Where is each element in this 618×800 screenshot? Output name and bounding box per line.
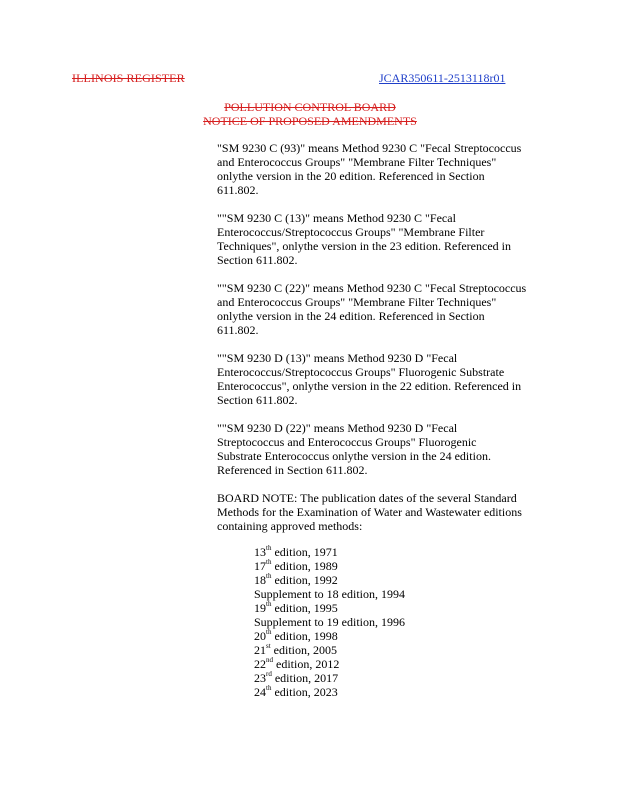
edition-item	[254, 629, 405, 643]
edition-list	[254, 545, 405, 699]
paragraph-line: Streptococcus and Enterococcus Groups" Fluorogenic	[217, 435, 477, 449]
paragraph-line: ""SM 9230 C (13)" means Method 9230 C "Fecal	[217, 211, 456, 225]
edition-text: Supplement to 19 edition, 1996	[254, 615, 405, 629]
paragraph-line: ""SM 9230 C (22)" means Method 9230 C "Fecal Streptococcus	[217, 281, 527, 295]
paragraph-line: Substrate Enterococcus onlythe version in the 24 edition.	[217, 449, 491, 463]
edition-suffix: th	[266, 684, 272, 692]
board-note-line: containing approved methods:	[217, 519, 363, 533]
definition-paragraph	[217, 141, 557, 197]
edition-suffix: th	[266, 572, 272, 580]
paragraph-line: "SM 9230 C (93)" means Method 9230 C "Fecal Streptococcus	[217, 141, 522, 155]
edition-number: 22	[254, 657, 266, 671]
edition-suffix: rd	[266, 670, 272, 678]
board-note	[217, 491, 557, 533]
board-note-line: BOARD NOTE: The publication dates of the several Standard	[217, 491, 517, 505]
definition-paragraph	[217, 281, 557, 337]
edition-text: Supplement to 18 edition, 1994	[254, 587, 405, 601]
edition-number: 21	[254, 643, 266, 657]
paragraph-line: 611.802.	[217, 183, 259, 197]
edition-item	[254, 685, 405, 699]
paragraph-line: Section 611.802.	[217, 253, 298, 267]
paragraph-line: Techniques", onlythe version in the 23 edition. Referenced in	[217, 239, 511, 253]
paragraph-line: onlythe version in the 20 edition. Referenced in Section	[217, 169, 485, 183]
header-register-title: ILLINOIS REGISTER	[72, 71, 185, 85]
edition-suffix: nd	[266, 656, 273, 664]
edition-text: edition, 2005	[270, 643, 337, 657]
edition-number: 24	[254, 685, 266, 699]
edition-number: 19	[254, 601, 266, 615]
edition-item	[254, 671, 405, 685]
paragraph-line: ""SM 9230 D (13)" means Method 9230 D "Fecal	[217, 351, 458, 365]
edition-suffix: st	[266, 642, 271, 650]
paragraph-line: ""SM 9230 D (22)" means Method 9230 D "Fecal	[217, 421, 458, 435]
edition-item	[254, 657, 405, 671]
board-note-line: Methods for the Examination of Water and Wastewater editions	[217, 505, 522, 519]
paragraph-line: 611.802.	[217, 323, 259, 337]
paragraph-line: Enterococcus/Streptococcus Groups" "Membrane Filter	[217, 225, 485, 239]
edition-item	[254, 587, 405, 601]
edition-text: edition, 2023	[271, 685, 338, 699]
edition-item	[254, 573, 405, 587]
paragraph-line: and Enterococcus Groups" "Membrane Filter Techniques"	[217, 295, 497, 309]
definition-paragraph	[217, 211, 557, 267]
edition-number: 17	[254, 559, 266, 573]
agency-name: POLLUTION CONTROL BOARD	[224, 100, 396, 114]
notice-title: NOTICE OF PROPOSED AMENDMENTS	[203, 114, 417, 128]
edition-text: edition, 1995	[271, 601, 338, 615]
paragraph-line: onlythe version in the 24 edition. Referenced in Section	[217, 309, 485, 323]
edition-number: 13	[254, 545, 266, 559]
edition-text: edition, 2017	[271, 671, 339, 685]
edition-number: 20	[254, 629, 266, 643]
paragraph-line: Section 611.802.	[217, 393, 298, 407]
edition-suffix: th	[266, 544, 272, 552]
edition-item	[254, 615, 405, 629]
edition-item	[254, 643, 405, 657]
edition-text: edition, 1992	[271, 573, 338, 587]
edition-suffix: th	[266, 628, 272, 636]
edition-text: edition, 2012	[273, 657, 340, 671]
header-document-id: JCAR350611-2513118r01	[379, 71, 506, 85]
edition-item	[254, 559, 405, 573]
edition-number: 18	[254, 573, 266, 587]
edition-suffix: th	[266, 600, 272, 608]
edition-text: edition, 1989	[271, 559, 338, 573]
edition-item	[254, 601, 405, 615]
definition-paragraph	[217, 351, 557, 407]
edition-item	[254, 545, 405, 559]
edition-suffix: th	[266, 558, 272, 566]
edition-text: edition, 1971	[271, 545, 338, 559]
paragraph-line: Enterococcus/Streptococcus Groups" Fluorogenic Substrate	[217, 365, 505, 379]
edition-text: edition, 1998	[271, 629, 338, 643]
document-body	[217, 141, 557, 547]
paragraph-line: Enterococcus", onlythe version in the 22 edition. Referenced in	[217, 379, 522, 393]
edition-number: 23	[254, 671, 266, 685]
paragraph-line: and Enterococcus Groups" "Membrane Filter Techniques"	[217, 155, 497, 169]
paragraph-line: Referenced in Section 611.802.	[217, 463, 368, 477]
definition-paragraph	[217, 421, 557, 477]
